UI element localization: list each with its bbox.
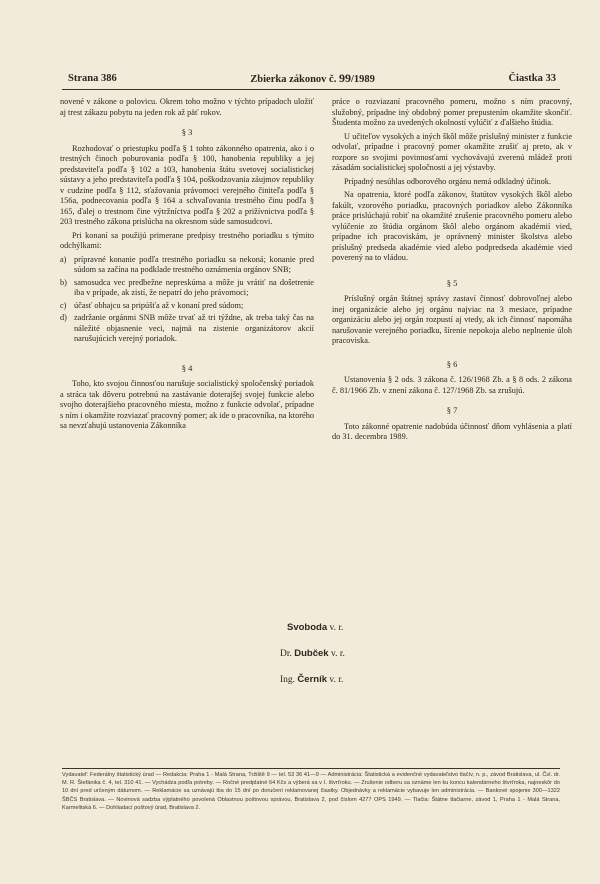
part-number: Čiastka 33 [508,72,556,84]
signature-line [280,667,600,693]
list-item [60,278,314,299]
section-3-heading: § 3 [181,127,193,137]
left-column [60,97,314,435]
section-3-paragraph-2: Pri konaní sa použijú primerane predpisy trestného poriadku s týmito odchýlkami: [60,230,314,250]
list-text: prípravné konanie podľa trestného poriadku sa nekoná; konanie pred súdom sa začína na podklade trestného oznámenia orgánov SNB; [74,254,314,274]
collection-title [250,71,375,86]
union-paragraph: Prípadný nesúhlas odborového orgánu nemá odkladný účinok. [344,176,552,186]
list-label: b) [60,277,67,287]
section-6-heading: § 6 [446,358,458,369]
collection-name: Zbierka zákonov č. [250,73,337,85]
signature-line [280,641,600,667]
deviations-list [60,255,314,345]
page-header [68,70,556,86]
section-5-paragraph-1: Príslušný orgán štátnej správy zastaví činnosť dobrovoľnej alebo inej organizácie alebo jej orgánu najviac na 3 mesiace, prípadne organizáciu alebo jej orgán rozpustí aj vtedy, ak ich činnosť napomáha narušovanie verejného poriadku, šírenie nepokoja alebo neplnenie úloh pracoviska. [332,294,572,345]
list-label: d) [60,313,67,322]
footer-rule [62,768,560,769]
list-label: c) [60,300,67,310]
law-year: /1989 [350,73,375,85]
section-6-paragraph-1: Ustanovenia § 2 ods. 3 zákona č. 126/1968 Zb. a § 8 ods. 2 zákona č. 81/1966 Zb. v znení zákona č. 127/1968 Zb. sa zrušujú. [332,375,572,395]
signature-suffix: v. r. [327,623,344,633]
continuation-paragraph: práce o rozviazaní pracovného pomeru, možno s ním pracovný, služobný, prípadne iný obdobný pomer prepustením okamžite skončiť. Študenta možno za uvedených okolností vylúčiť z ďalšieho štúdia. [332,97,572,127]
teachers-paragraph: U učiteľov vysokých a iných škôl môže príslušný minister z funkcie odvolať, prípadne i pracovný pomer okamžite zrušiť aj preto, ak v rozpore so svojimi povinnosťami vychovávajú zverenú mládež proti zásadám socialistickej spoločnosti a jej výstavby. [332,131,572,172]
signature-name: Dubček [294,648,329,659]
section-5-heading: § 5 [446,277,458,288]
list-item [60,313,314,345]
list-text: zadržanie orgánmi SNB môže trvať až tri týždne, ak treba taký čas na náležité objasnenie veci, najmä na zistenie organizátorov akcií narušujúcich verejný poriadok. [74,313,314,343]
right-column [332,97,572,446]
law-number: 99 [338,70,351,85]
measures-paragraph: Na opatrenia, ktoré podľa zákonov, štatútov vysokých škôl alebo fakúlt, vzorového poriadku, pracovných poriadkov alebo Zákonníka práce prislúchajú robiť na okamžité zrušenie pracovného pomeru alebo vylúčenie zo štúdia orgánom škôl alebo orgánom akadémií vied, prípadne ich pracoviskám, je oprávnený minister školstva alebo príslušný predseda akadémie vied alebo podpredseda akadémie vied poverený na to vládou. [332,190,572,262]
signature-title: Dr. [280,649,295,659]
list-text: samosudca vec predbežne nepreskúma a môže ju vrátiť na došetrenie iba v prípade, ak zistí, že nepatrí do jeho právomoci; [74,277,314,297]
list-label: a) [60,254,67,264]
section-4-heading: § 4 [181,362,193,373]
signature-name: Černík [297,674,327,685]
list-item [60,301,314,312]
section-3-paragraph-1: Rozhodovať o priestupku podľa § 1 tohto zákonného opatrenia, ako i o trestných činoch poburovania podľa § 100, hanobenia republiky a jej predstaviteľa podľa § 102 a 103, hanobenia štátu svetovej socialistickej sústavy a jeho predstaviteľa podľa § 104, poškodzovania záujmov republiky v cudzine podľa § 112, sťažovania právomoci verejného činiteľa podľa § 156a, podnecovania podľa § 164 a schvaľovania trestného činu podľa § 165, ďalej o trestnom čine výtržníctva podľa § 202 a prižívnictva podľa § 203 trestného zákona prislúcha na okresnom súde samosudcovi. [60,143,314,226]
signature-name: Svoboda [287,622,328,633]
signature-suffix: v. r. [327,675,344,685]
section-7-paragraph-1: Toto zákonné opatrenie nadobúda účinnosť dňom vyhlásenia a platí do 31. decembra 1989. [332,421,572,441]
page-number: Strana 386 [68,72,117,84]
signatures [0,615,600,693]
list-text: účasť obhajcu sa pripúšťa až v konaní pred súdom; [74,300,244,310]
list-item [60,255,314,276]
section-4-paragraph-1: Toho, kto svojou činnosťou narušuje socialistický spoločenský poriadok a stráca tak dôveru potrebnú na zastávanie doterajšej svojej funkcie alebo svojho doterajšieho pracovného miesta, možno z funkcie odvolať, prípadne s ním i okamžite rozviazať pracovný pomer; ak ide o pracovníka, na ktorého sa nevzťahujú ustanovenia Zákonníka [60,379,314,430]
section-7-heading: § 7 [446,405,458,415]
publisher-footer: Vydavateľ: Federálny štatistický úrad — Redakcia: Praha 1 - Malá Strana, Tržiště 9 — tel. 53 36 41—9 — Administrácia: Štatistická a evidenčné vydavateľstvo tlačív, n. p., závod Bratislava, ul. Čsl. dr. M. R. Štefánika č. 4, tel. 310 41. — Vychádza podľa potreby. — Ročné predplatné 64 Kčs a výberá sa v I. štvrťroku. — Zrušenie odberu sa oznáme len ku koncu kalendárneho štvrťroka, najneskôr do 10 dní pred určeným dátumom. — Reklamácie sa uznávajú iba do 15 dní po doručení reklamovanej čiastky. Objednávky a reklamácie vybavuje len administrácia. — Bankové spojenie 300—1322 ŠBČS Bratislava. — Novinová sadzba výplatného povolená Oblastnou poštovou správou, Bratislava 2, pod číslom 4277 OPS 1949. — Tlačia: Štátne tlačiarne, závod 1, Praha 1 - Malá Strana, Karmelitská 6. — Dohliadací poštový úrad, Bratislava 2. [62,772,560,811]
signature-title: Ing. [280,675,298,685]
intro-paragraph: novené v zákone o polovicu. Okrem toho možno v týchto prípadoch uložiť aj trest zákazu pobytu na jeden rok až päť rokov. [60,97,314,117]
signature-suffix: v. r. [328,649,345,659]
header-rule [62,89,560,90]
signature-line [287,615,600,641]
